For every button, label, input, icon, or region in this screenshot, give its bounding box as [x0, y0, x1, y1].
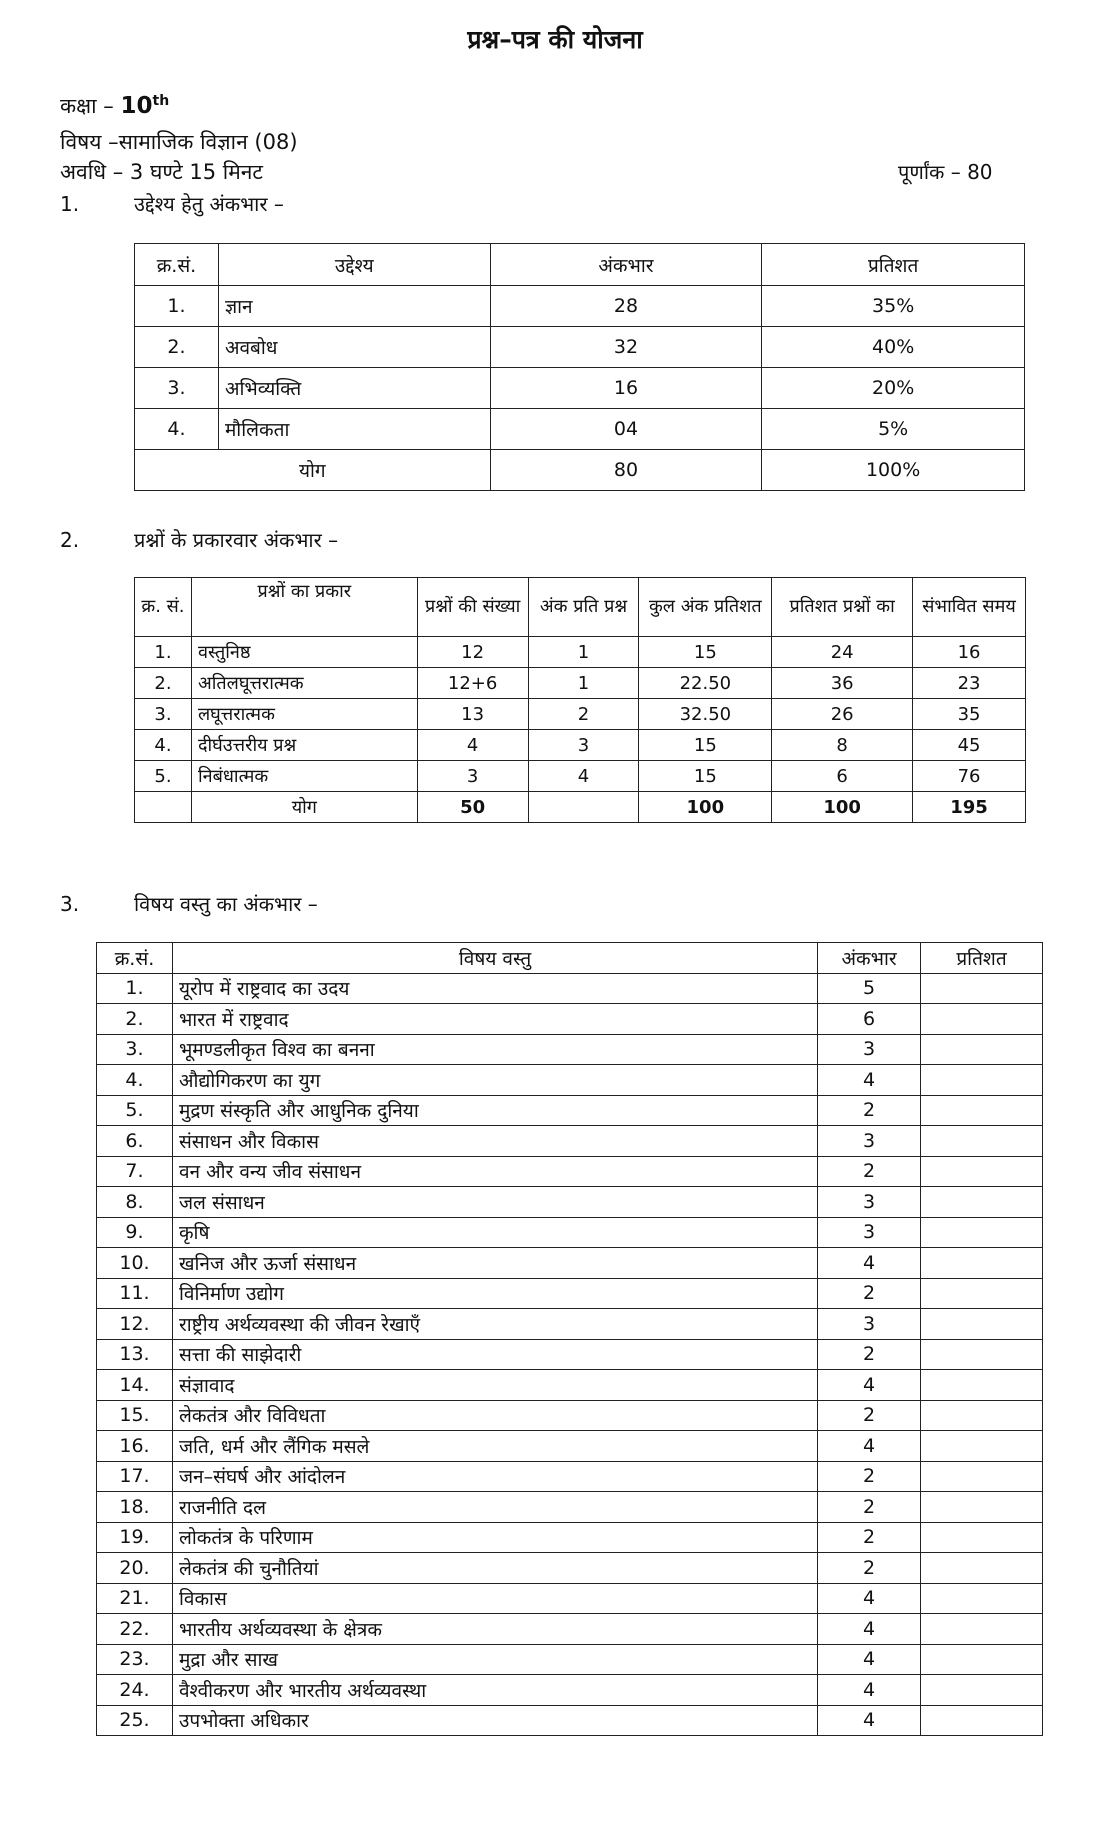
cell [921, 1614, 1043, 1645]
table-row [97, 1400, 1043, 1431]
cell [921, 1065, 1043, 1096]
cell [921, 1278, 1043, 1309]
cell: 25. [97, 1705, 173, 1736]
table-row [97, 1614, 1043, 1645]
cell: संज्ञावाद [172, 1370, 817, 1401]
table-header-row [97, 943, 1043, 974]
cell: वैश्वीकरण और भारतीय अर्थव्यवस्था [172, 1675, 817, 1706]
cell: 3. [97, 1034, 173, 1065]
cell: 26 [772, 699, 913, 730]
cell: 20. [97, 1553, 173, 1584]
cell: अभिव्यक्ति [218, 368, 490, 409]
cell: 17. [97, 1461, 173, 1492]
col-header: उद्देश्य [218, 244, 490, 286]
section3-number: 3. [60, 892, 80, 916]
cell [921, 1339, 1043, 1370]
cell: 100% [762, 450, 1025, 491]
section3-title: विषय वस्तु का अंकभार – [134, 892, 318, 916]
col-header: क्र.सं. [97, 943, 173, 974]
cell [921, 1370, 1043, 1401]
cell: दीर्घउत्तरीय प्रश्न [191, 730, 417, 761]
cell: 36 [772, 668, 913, 699]
class-value: 10 [120, 93, 153, 119]
cell: 2. [97, 1004, 173, 1035]
cell: 4 [818, 1583, 921, 1614]
col-header: प्रतिशत प्रश्नों का [772, 578, 913, 637]
table-row [97, 1675, 1043, 1706]
cell: मुद्रण संस्कृति और आधुनिक दुनिया [172, 1095, 817, 1126]
table-row [97, 1583, 1043, 1614]
cell: 8 [772, 730, 913, 761]
cell: 2 [818, 1461, 921, 1492]
cell: 4 [417, 730, 528, 761]
col-header: क्र. सं. [135, 578, 192, 637]
cell: वस्तुनिष्ठ [191, 637, 417, 668]
cell: मुद्रा और साख [172, 1644, 817, 1675]
duration-line: अवधि – 3 घण्टे 15 मिनट [60, 160, 264, 184]
cell: 12+6 [417, 668, 528, 699]
cell: 11. [97, 1278, 173, 1309]
col-header: प्रतिशत [762, 244, 1025, 286]
table-row [135, 699, 1026, 730]
cell: 15. [97, 1400, 173, 1431]
cell [135, 792, 192, 823]
cell: 12. [97, 1309, 173, 1340]
cell [921, 1187, 1043, 1218]
total-row [135, 792, 1026, 823]
section2-title: प्रश्नों के प्रकारवार अंकभार – [134, 528, 339, 552]
total-label: योग [135, 450, 491, 491]
cell: 1. [135, 286, 219, 327]
cell [921, 1644, 1043, 1675]
cell: सत्ता की साझेदारी [172, 1339, 817, 1370]
cell: राष्ट्रीय अर्थव्यवस्था की जीवन रेखाएँ [172, 1309, 817, 1340]
cell: 18. [97, 1492, 173, 1523]
cell: 35 [913, 699, 1026, 730]
section1-title: उद्देश्य हेतु अंकभार – [134, 192, 284, 216]
cell: निबंधात्मक [191, 761, 417, 792]
cell: 2 [818, 1492, 921, 1523]
cell: राजनीति दल [172, 1492, 817, 1523]
cell: 24 [772, 637, 913, 668]
cell: 15 [639, 637, 772, 668]
table-row [97, 1187, 1043, 1218]
cell: 3. [135, 368, 219, 409]
cell: 15 [639, 761, 772, 792]
table-row [97, 1705, 1043, 1736]
page-title: प्रश्न–पत्र की योजना [467, 25, 643, 54]
cell: 10. [97, 1248, 173, 1279]
cell: 15 [639, 730, 772, 761]
table-row [97, 1339, 1043, 1370]
cell: 32 [490, 327, 762, 368]
cell: 2 [818, 1278, 921, 1309]
cell: 40% [762, 327, 1025, 368]
table-row [135, 637, 1026, 668]
cell: 3 [818, 1034, 921, 1065]
col-header: प्रतिशत [921, 943, 1043, 974]
cell: 100 [772, 792, 913, 823]
cell: 9. [97, 1217, 173, 1248]
cell: उपभोक्ता अधिकार [172, 1705, 817, 1736]
cell [528, 792, 639, 823]
cell: लोकतंत्र के परिणाम [172, 1522, 817, 1553]
cell: 3 [818, 1126, 921, 1157]
cell [921, 1217, 1043, 1248]
total-row [135, 450, 1025, 491]
class-line [60, 92, 169, 120]
cell: 5% [762, 409, 1025, 450]
table-row [135, 409, 1025, 450]
cell: यूरोप में राष्ट्रवाद का उदय [172, 973, 817, 1004]
cell: भारतीय अर्थव्यवस्था के क्षेत्रक [172, 1614, 817, 1645]
cell: 2 [818, 1339, 921, 1370]
cell [921, 1156, 1043, 1187]
table-row [97, 1431, 1043, 1462]
col-header: संभावित समय [913, 578, 1026, 637]
cell: 4. [135, 730, 192, 761]
col-header: कुल अंक प्रतिशत [639, 578, 772, 637]
table-row [97, 1248, 1043, 1279]
cell: 5. [97, 1095, 173, 1126]
cell: 16 [490, 368, 762, 409]
cell [921, 1583, 1043, 1614]
cell [921, 1492, 1043, 1523]
cell: 3 [417, 761, 528, 792]
cell: 8. [97, 1187, 173, 1218]
cell: 2 [818, 1553, 921, 1584]
cell: अवबोध [218, 327, 490, 368]
cell: 22. [97, 1614, 173, 1645]
cell: औद्योगिकरण का युग [172, 1065, 817, 1096]
table-row [97, 1126, 1043, 1157]
cell [921, 1004, 1043, 1035]
table-row [135, 668, 1026, 699]
cell: 80 [490, 450, 762, 491]
cell: 6. [97, 1126, 173, 1157]
cell: 50 [417, 792, 528, 823]
cell: 19. [97, 1522, 173, 1553]
cell: 2 [818, 1156, 921, 1187]
table-row [97, 1370, 1043, 1401]
cell: 28 [490, 286, 762, 327]
total-label: योग [191, 792, 417, 823]
table-row [97, 1492, 1043, 1523]
cell: 2 [818, 1522, 921, 1553]
cell [921, 1675, 1043, 1706]
cell [921, 1309, 1043, 1340]
cell [921, 1553, 1043, 1584]
table-row [97, 1156, 1043, 1187]
objective-weightage-table [134, 243, 1025, 491]
col-header: अंकभार [818, 943, 921, 974]
cell [921, 1461, 1043, 1492]
cell: 23. [97, 1644, 173, 1675]
table-row [97, 1522, 1043, 1553]
cell: जति, धर्म और लैंगिक मसले [172, 1431, 817, 1462]
cell: 4 [818, 1248, 921, 1279]
cell [921, 1034, 1043, 1065]
cell: वन और वन्य जीव संसाधन [172, 1156, 817, 1187]
section2-number: 2. [60, 528, 80, 552]
col-header: अंकभार [490, 244, 762, 286]
cell: 3. [135, 699, 192, 730]
cell: 20% [762, 368, 1025, 409]
cell: 32.50 [639, 699, 772, 730]
cell: 1. [97, 973, 173, 1004]
table-row [135, 730, 1026, 761]
cell: लेकतंत्र और विविधता [172, 1400, 817, 1431]
col-header: क्र.सं. [135, 244, 219, 286]
cell: 3 [818, 1187, 921, 1218]
cell: 16 [913, 637, 1026, 668]
col-header: प्रश्नों की संख्या [417, 578, 528, 637]
cell: 4. [97, 1065, 173, 1096]
table-row [135, 761, 1026, 792]
cell [921, 1522, 1043, 1553]
cell: 1 [528, 637, 639, 668]
cell: 21. [97, 1583, 173, 1614]
cell: मौलिकता [218, 409, 490, 450]
cell: 4 [818, 1370, 921, 1401]
cell: कृषि [172, 1217, 817, 1248]
cell: संसाधन और विकास [172, 1126, 817, 1157]
table-row [97, 1309, 1043, 1340]
section3-heading [60, 890, 318, 917]
table-row [97, 1217, 1043, 1248]
cell: विनिर्माण उद्योग [172, 1278, 817, 1309]
cell: 4. [135, 409, 219, 450]
total-marks: पूर्णांक – 80 [898, 160, 993, 184]
cell: 4 [818, 1614, 921, 1645]
cell: 04 [490, 409, 762, 450]
cell: भारत में राष्ट्रवाद [172, 1004, 817, 1035]
table-row [135, 368, 1025, 409]
section1-number: 1. [60, 192, 80, 216]
cell: 3 [528, 730, 639, 761]
table-header-row [135, 244, 1025, 286]
cell: 6 [818, 1004, 921, 1035]
cell: 5 [818, 973, 921, 1004]
col-header: विषय वस्तु [172, 943, 817, 974]
cell: 6 [772, 761, 913, 792]
cell: 16. [97, 1431, 173, 1462]
cell: लेकतंत्र की चुनौतियां [172, 1553, 817, 1584]
cell [921, 1705, 1043, 1736]
cell: 35% [762, 286, 1025, 327]
cell: 2 [528, 699, 639, 730]
table-row [97, 973, 1043, 1004]
cell: 2 [818, 1400, 921, 1431]
table-row [97, 1553, 1043, 1584]
cell: 1. [135, 637, 192, 668]
subject-line: विषय –सामाजिक विज्ञान (08) [60, 130, 298, 154]
cell: 7. [97, 1156, 173, 1187]
cell: 14. [97, 1370, 173, 1401]
cell [921, 1400, 1043, 1431]
table-row [97, 1278, 1043, 1309]
cell: 76 [913, 761, 1026, 792]
cell: विकास [172, 1583, 817, 1614]
content-weightage-table [96, 942, 1043, 1736]
cell: अतिलघूत्तरात्मक [191, 668, 417, 699]
cell: 4 [818, 1431, 921, 1462]
cell: 2 [818, 1095, 921, 1126]
cell: 4 [818, 1644, 921, 1675]
table-row [135, 327, 1025, 368]
cell: जन–संघर्ष और आंदोलन [172, 1461, 817, 1492]
cell [921, 973, 1043, 1004]
cell: 4 [528, 761, 639, 792]
cell: 22.50 [639, 668, 772, 699]
cell: 24. [97, 1675, 173, 1706]
table-row [97, 1065, 1043, 1096]
cell: 195 [913, 792, 1026, 823]
cell [921, 1095, 1043, 1126]
table-row [97, 1644, 1043, 1675]
col-header: अंक प्रति प्रश्न [528, 578, 639, 637]
section2-heading [60, 526, 338, 553]
cell: 2. [135, 327, 219, 368]
table-row [97, 1095, 1043, 1126]
table-row [97, 1461, 1043, 1492]
cell: 12 [417, 637, 528, 668]
col-header: प्रश्नों का प्रकार [191, 578, 417, 637]
table-header-row [135, 578, 1026, 637]
cell: 13 [417, 699, 528, 730]
cell: खनिज और ऊर्जा संसाधन [172, 1248, 817, 1279]
cell: 45 [913, 730, 1026, 761]
cell: 3 [818, 1309, 921, 1340]
cell: 100 [639, 792, 772, 823]
cell: 4 [818, 1675, 921, 1706]
cell: 4 [818, 1065, 921, 1096]
cell [921, 1126, 1043, 1157]
table-row [97, 1004, 1043, 1035]
question-type-table [134, 577, 1026, 823]
cell [921, 1248, 1043, 1279]
cell: 5. [135, 761, 192, 792]
cell: भूमण्डलीकृत विश्व का बनना [172, 1034, 817, 1065]
cell: 1 [528, 668, 639, 699]
cell: 2. [135, 668, 192, 699]
class-label: कक्षा – [60, 94, 114, 118]
class-sup: th [152, 93, 170, 109]
cell: 23 [913, 668, 1026, 699]
cell: 13. [97, 1339, 173, 1370]
cell: 4 [818, 1705, 921, 1736]
table-row [97, 1034, 1043, 1065]
cell: ज्ञान [218, 286, 490, 327]
cell: लघूत्तरात्मक [191, 699, 417, 730]
section1-heading [60, 190, 284, 217]
cell [921, 1431, 1043, 1462]
cell: जल संसाधन [172, 1187, 817, 1218]
table-row [135, 286, 1025, 327]
cell: 3 [818, 1217, 921, 1248]
